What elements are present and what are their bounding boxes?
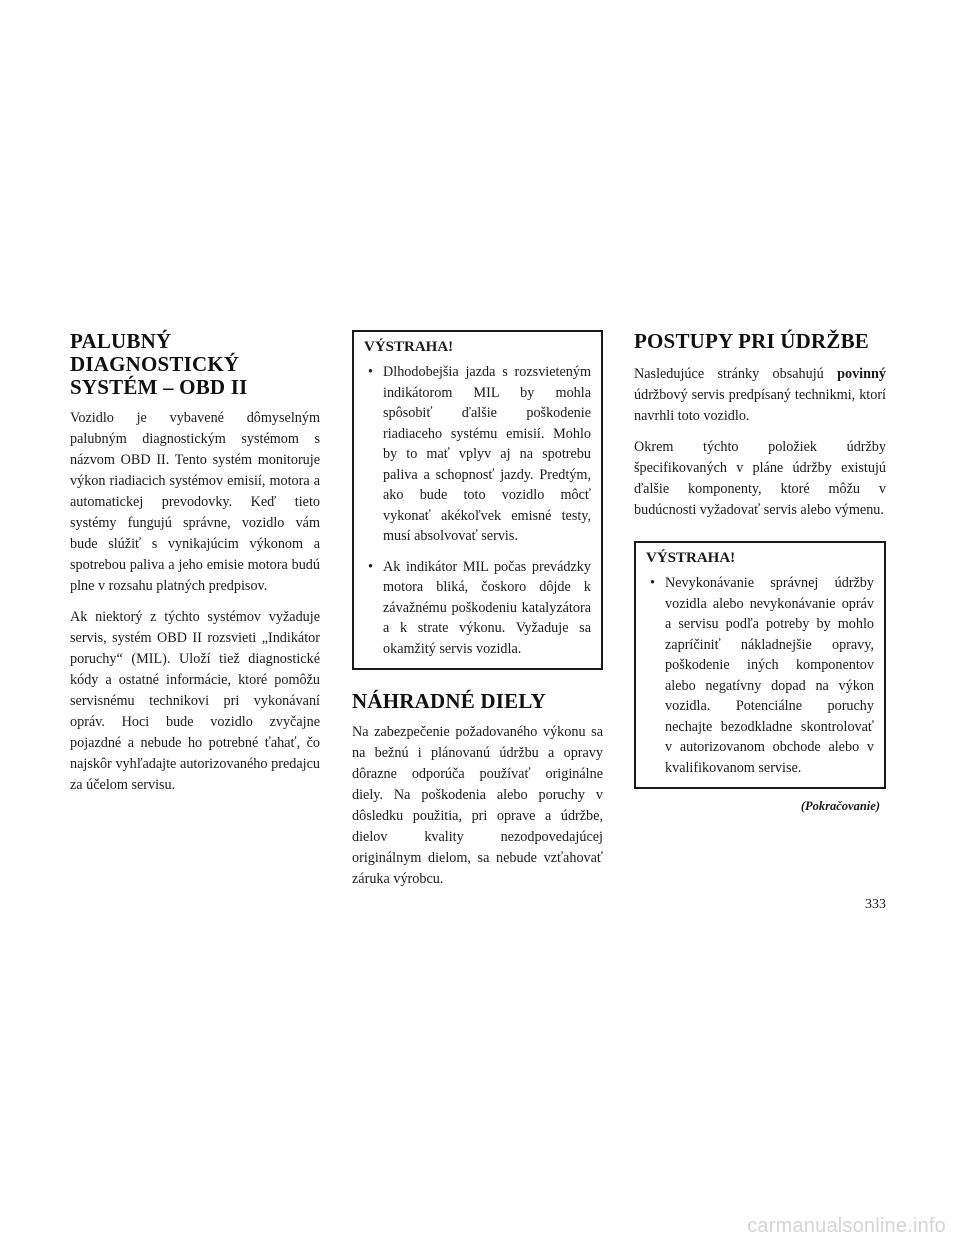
maintenance-paragraph-1: [634, 364, 886, 427]
maintenance-paragraph-1-start: Nasledujúce stránky obsahujú: [634, 366, 838, 382]
maintenance-heading: POSTUPY PRI ÚDRŽBE: [634, 329, 870, 353]
warning-item-text: Nevykonávanie správnej údržby vozidla alebo nevykonávanie opráv a servisu podľa potreby by mohlo zapríčiniť nákladnejšie opravy, poškodenie iných komponentov alebo negatívny dopad na výkon vozidla. Potenciálne poruchy nechajte bezodkladne skontrolovať v autorizovanom obchode alebo v kvalifikovanom servise.: [665, 575, 874, 776]
obd-title-line-2: DIAGNOSTICKÝ: [70, 352, 240, 376]
warning-title: VÝSTRAHA!: [364, 339, 454, 355]
page-number: 333: [865, 897, 886, 912]
obd-title-line-3: SYSTÉM – OBD II: [70, 375, 248, 399]
warning-title: VÝSTRAHA!: [646, 550, 736, 566]
maintenance-paragraph-2: Okrem týchto položiek údržby špecifikovaných v pláne údržby existujú ďalšie komponenty, ktoré môžu v budúcnosti vyžadovať servis alebo výmenu.: [634, 439, 886, 518]
warning-item-text: Ak indikátor MIL počas prevádzky motora bliká, čoskoro dôjde k závažnému poškodeniu katalyzátora a k strate výkonu. Vyžaduje sa okamžitý servis vozidla.: [383, 558, 591, 657]
mandatory-emphasis: povinný: [837, 366, 886, 382]
right-column: [634, 330, 886, 815]
bullet-icon: •: [650, 575, 655, 591]
bullet-icon: •: [368, 558, 373, 575]
middle-column: [352, 330, 603, 900]
warning-item: [646, 573, 874, 778]
watermark: carmanualsonline.info: [747, 1215, 946, 1237]
obd-title-line-1: PALUBNÝ: [70, 329, 172, 353]
mil-warning-box: [352, 330, 603, 670]
left-column: [70, 330, 320, 806]
obd-paragraph-1: Vozidlo je vybavené dômyselným palubným diagnostickým systémom s názvom OBD II. Tento systém monitoruje výkon riadiacich systémov emisií, motora a automatickej prevodovky. Keď tieto systémy fungujú správne, vozidlo vám bude slúžiť s vynikajúcim výkonom a spotrebou paliva a jeho emisie motora budú plne v rozsahu platných predpisov.: [70, 410, 320, 594]
spare-parts-heading: NÁHRADNÉ DIELY: [352, 689, 546, 713]
spare-parts-paragraph: Na zabezpečenie požadovaného výkonu sa na bežnú i plánovanú údržbu a opravy dôrazne odporúča používať originálne diely. Na poškodenia alebo poruchy v dôsledku použitia, pri oprave a údržbe, dielov kvality nezodpovedajúcej originálnym dielom, sa nebude vzťahovať záruka výrobcu.: [352, 724, 603, 887]
continued-note: (Pokračovanie): [800, 799, 880, 813]
maintenance-warning-box: [634, 541, 886, 789]
obd-section-title: [70, 330, 320, 399]
warning-item: [364, 362, 591, 547]
bullet-icon: •: [368, 364, 373, 380]
warning-item: [364, 557, 591, 660]
obd-paragraph-2: Ak niektorý z týchto systémov vyžaduje servis, systém OBD II rozsvieti „Indikátor poruchy“ (MIL). Uloží tiež diagnostické kódy a ostatné informácie, ktoré pomôžu servisnému technikovi pri vykonávaní opráv. Hoci bude vozidlo zvyčajne pojazdné a nebude ho potrebné ťahať, čo najskôr vyhľadajte autorizovaného predajcu za účelom servisu.: [70, 609, 320, 793]
warning-item-text: Dlhodobejšia jazda s rozsvieteným indikátorom MIL by mohla spôsobiť ďalšie poškodenie riadiaceho systému emisií. Mohlo by to mať vplyv aj na spotrebu paliva a schopnosť jazdy. Predtým, ako bude toto vozidlo môcť vykonať akékoľvek emisné testy, musí absolvovať servis.: [383, 364, 591, 544]
maintenance-paragraph-1-end: údržbový servis predpísaný technikmi, ktorí navrhli toto vozidlo.: [634, 387, 886, 424]
